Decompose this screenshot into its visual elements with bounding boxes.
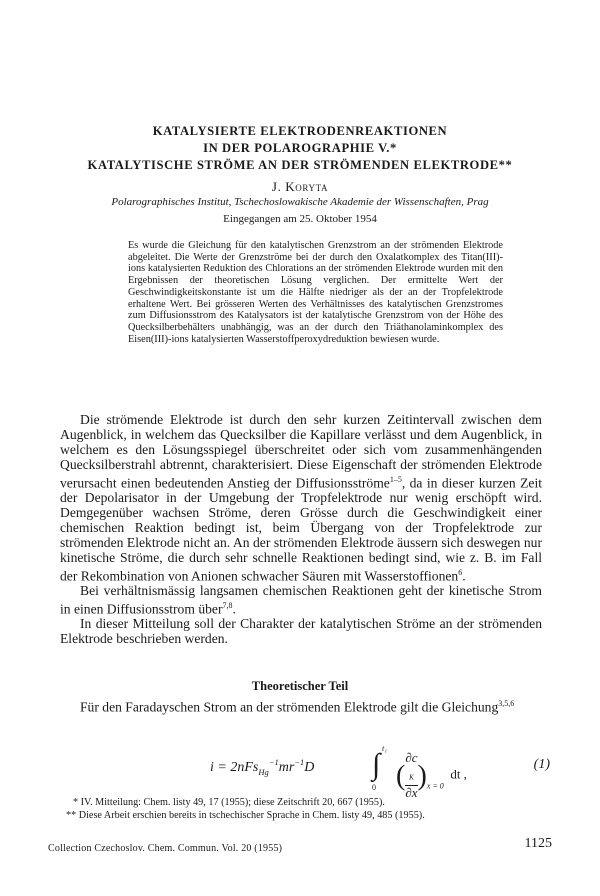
abstract: Es wurde die Gleichung für den katalytischen Grenzstrom an der strömenden Elektrode abgeleitet. Die Werte der Grenzströme bei der durch den Oxalatkomplex des Titan(III)-ions katalysierten Reduktion des Chlorations an der strömenden Elektrode wurden mit den Ergebnissen der theoretischen Lösung verglichen. Der ermittelte Wert der Geschwindigkeitskonstante ist um die Hälfte niedriger als der an der Tropfelektrode erhaltene Wert. Bei grösseren Werten des Verhältnisses des katalytischen Grenzstromes zum Diffusionsstrom des Katalysators ist der katalytische Grenzstrom von der Höhe des Quecksilberbehälters unabhängig, was an der durch den Triäthanolaminkomplex des Eisen(III)-ions katalysierten Wasserstoffperoxydreduktion bewiesen wurde.: [128, 240, 503, 345]
title-line-1: KATALYSIERTE ELEKTRODENREAKTIONEN: [152, 124, 448, 138]
citation-ref: 1–5: [389, 474, 402, 484]
section-heading: Theoretischer Teil: [251, 679, 349, 693]
integral-sign: ∫: [372, 748, 381, 781]
paragraph-4: Für den Faradayschen Strom an der strömenden Elektrode gilt die Gleichung$^{3,5,6}$: [80, 699, 515, 715]
paragraph-3: In dieser Mitteilung soll der Charakter der katalytischen Ströme an der strömenden Elektrode beschrieben werden.: [60, 616, 542, 647]
equation-1: [60, 744, 550, 800]
citation-ref: 3,5,6: [498, 699, 515, 708]
integral-lower-limit: 0: [372, 783, 376, 792]
footnote-1: * IV. Mitteilung: Chem. listy 49, 17 (1955); diese Zeitschrift 20, 667 (1955).: [73, 797, 385, 808]
citation-ref: 7,8: [222, 600, 233, 610]
affiliation: Polarographisches Institut, Tschechoslowakische Akademie der Wissenschaften, Prag: [111, 196, 489, 208]
author: J. Koryta: [271, 179, 329, 194]
integral-upper-limit: t₁: [382, 744, 388, 753]
received-date: Eingegangen am 25. Oktober 1954: [223, 213, 377, 225]
section-text: [60, 697, 542, 715]
page-number: 1125: [524, 836, 552, 851]
citation-ref: 6: [458, 567, 463, 577]
equation-number: (1): [533, 757, 550, 772]
paragraph-1: Die strömende Elektrode ist durch den sehr kurzen Zeitintervall zwischen dem Augenblick, in welchem das Quecksilber die Kapillare verlässt und dem Augenblick, in welchem es den Lösungsspiegel überschreitet oder sich vom zusammenhängenden Quecksilberstrahl abtrennt, charakterisiert. Diese Eigenschaft der strömenden Elektrode verursacht einen bedeutenden Anstieg der Diffusionsströme$^{1-5}$, da in dieser kurzen Zeit der Depolarisator in der Umgebung der Tropfelektrode nur wenig erschöpft wird. Demgegenüber wachsen Ströme, deren Grösse durch die Geschwindigkeit einer chemischen Reaktion bedingt ist, beim Übergang von der Tropfelektrode zur strömenden Elektrode nicht an. An der strömenden Elektrode äussern sich deswegen nur kinetische Ströme, die durch sehr schnelle Reaktionen bedingt sind, wie z. B. im Fall der Rekombination von Anionen schwacher Säuren mit Wasserstoffionen$^6$.: [60, 412, 542, 584]
equation-lhs: $i = 2nFs_{Hg}^{-1}mr^{-1}D$: [210, 757, 315, 777]
title-line-3: KATALYTISCHE STRÖME AN DER STRÖMENDEN ELEKTRODE**: [87, 158, 513, 172]
equation-derivative: ( ∂c $_K$ ∂x )$_{x = 0}$ dt ,: [396, 750, 467, 800]
body-text: [60, 413, 542, 647]
paragraph-2: Bei verhältnismässig langsamen chemischen Reaktionen geht der kinetische Strom in einen Diffusionsstrom über$^{7,8}$.: [60, 583, 542, 617]
footnote-2: ** Diese Arbeit erschien bereits in tschechischer Sprache in Chem. listy 49, 485 (1955).: [66, 810, 425, 821]
title-line-2: IN DER POLAROGRAPHIE V.*: [203, 141, 397, 155]
journal-citation: Collection Czechoslov. Chem. Commun. Vol. 20 (1955): [48, 843, 283, 854]
